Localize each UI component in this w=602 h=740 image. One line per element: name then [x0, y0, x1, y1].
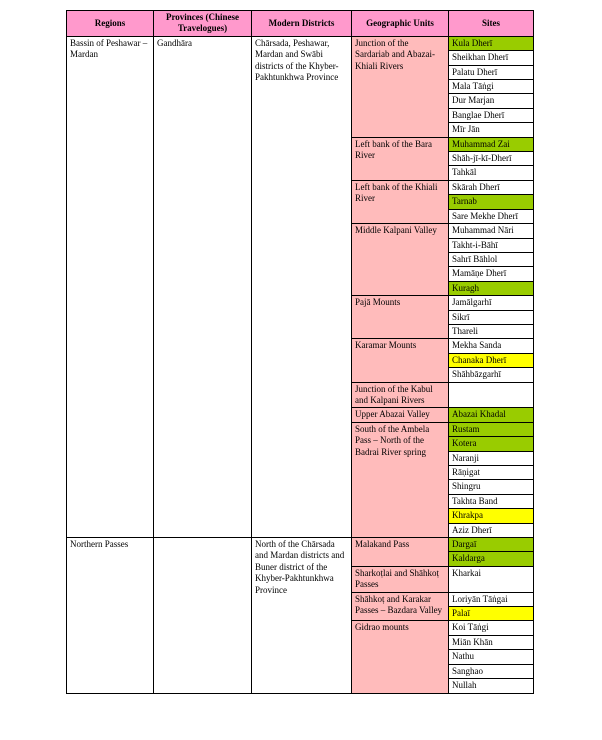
- site-cell: Khrakpa: [449, 509, 534, 523]
- geographic-unit-cell: South of the Ambela Pass – North of the Badrai River spring: [352, 422, 449, 537]
- site-cell: Mīr Jān: [449, 123, 534, 137]
- site-cell: Kuragh: [449, 281, 534, 295]
- site-cell: Koi Tāṅgi: [449, 621, 534, 635]
- site-cell: Shingru: [449, 480, 534, 494]
- header-modern-districts: Modern Districts: [252, 11, 352, 37]
- site-cell: Mamāṇe Dherī: [449, 267, 534, 281]
- site-cell: Miān Khān: [449, 635, 534, 649]
- geographic-unit-cell: Pajā Mounts: [352, 296, 449, 339]
- geographic-unit-cell: Shāhkoṭ and Karakar Passes – Bazdara Valley: [352, 592, 449, 621]
- site-cell: Kharkai: [449, 566, 534, 592]
- header-regions: Regions: [67, 11, 154, 37]
- geographic-unit-cell: Gidrao mounts: [352, 621, 449, 693]
- site-cell: Kaldarga: [449, 552, 534, 566]
- site-cell: Sahrī Bāhlol: [449, 252, 534, 266]
- site-cell: Muhammad Nāri: [449, 224, 534, 238]
- site-cell: Tahkāl: [449, 166, 534, 180]
- region-cell: Northern Passes: [67, 538, 154, 693]
- geographic-unit-cell: Junction of the Kabul and Kalpani Rivers: [352, 382, 449, 408]
- site-cell: Muhammad Zai: [449, 137, 534, 151]
- site-cell: Skārah Dherī: [449, 180, 534, 194]
- site-cell: Abazai Khadal: [449, 408, 534, 422]
- site-cell: Banglae Dherī: [449, 108, 534, 122]
- site-cell: Dargaī: [449, 538, 534, 552]
- site-cell: Mala Tāṅgi: [449, 80, 534, 94]
- site-cell: Palatu Dherī: [449, 65, 534, 79]
- site-cell: Rāṇigat: [449, 466, 534, 480]
- site-cell: Chanaka Dherī: [449, 353, 534, 367]
- geographic-unit-cell: Malakand Pass: [352, 538, 449, 567]
- geographic-unit-cell: Left bank of the Bara River: [352, 137, 449, 180]
- header-geographic-units: Geographic Units: [352, 11, 449, 37]
- site-cell: Sikrī: [449, 310, 534, 324]
- geographic-unit-cell: Junction of the Sardariab and Abazai-Khiali Rivers: [352, 36, 449, 137]
- sites-table: [66, 10, 534, 694]
- geographic-unit-cell: Sharkoṭlai and Shāhkoṭ Passes: [352, 566, 449, 592]
- site-cell: Takht-i-Bāhī: [449, 238, 534, 252]
- header-provinces: Provinces (Chinese Travelogues): [154, 11, 252, 37]
- site-cell: Thareli: [449, 324, 534, 338]
- header-row: [67, 11, 534, 37]
- site-cell: Tarnab: [449, 195, 534, 209]
- site-cell: Rustam: [449, 422, 534, 436]
- geographic-unit-cell: Upper Abazai Valley: [352, 408, 449, 422]
- site-cell: Mekha Sanda: [449, 339, 534, 353]
- site-cell: Shāh-jī-kī-Dherī: [449, 152, 534, 166]
- site-cell: Dur Marjan: [449, 94, 534, 108]
- site-cell: Kotera: [449, 437, 534, 451]
- site-cell: Nullah: [449, 679, 534, 693]
- site-cell: Sare Mekhe Dherī: [449, 209, 534, 223]
- district-cell: Chārsada, Peshawar, Mardan and Swābi districts of the Khyber-Pakhtunkhwa Province: [252, 36, 352, 537]
- province-cell: [154, 538, 252, 693]
- geographic-unit-cell: Left bank of the Khiali River: [352, 180, 449, 223]
- site-cell: Sheikhan Dherī: [449, 51, 534, 65]
- site-cell: Jamālgarhī: [449, 296, 534, 310]
- site-cell: Sanghao: [449, 664, 534, 678]
- geographic-unit-cell: Middle Kalpani Valley: [352, 224, 449, 296]
- site-cell: Loriyān Tāṅgai: [449, 592, 534, 606]
- site-cell: Takhta Band: [449, 494, 534, 508]
- site-cell: Naranji: [449, 451, 534, 465]
- site-cell: [449, 382, 534, 408]
- table-body: [67, 36, 534, 693]
- site-cell: Aziz Dherī: [449, 523, 534, 537]
- header-sites: Sites: [449, 11, 534, 37]
- site-cell: Palaī: [449, 607, 534, 621]
- province-cell: Gandhāra: [154, 36, 252, 537]
- district-cell: North of the Chārsada and Mardan districts and Buner district of the Khyber-Pakhtunkhwa Province: [252, 538, 352, 693]
- site-cell: Nathu: [449, 650, 534, 664]
- site-cell: Shāhbāzgarhī: [449, 368, 534, 382]
- geographic-unit-cell: Karamar Mounts: [352, 339, 449, 382]
- site-cell: Kula Dherī: [449, 36, 534, 50]
- region-cell: Bassin of Peshawar – Mardan: [67, 36, 154, 537]
